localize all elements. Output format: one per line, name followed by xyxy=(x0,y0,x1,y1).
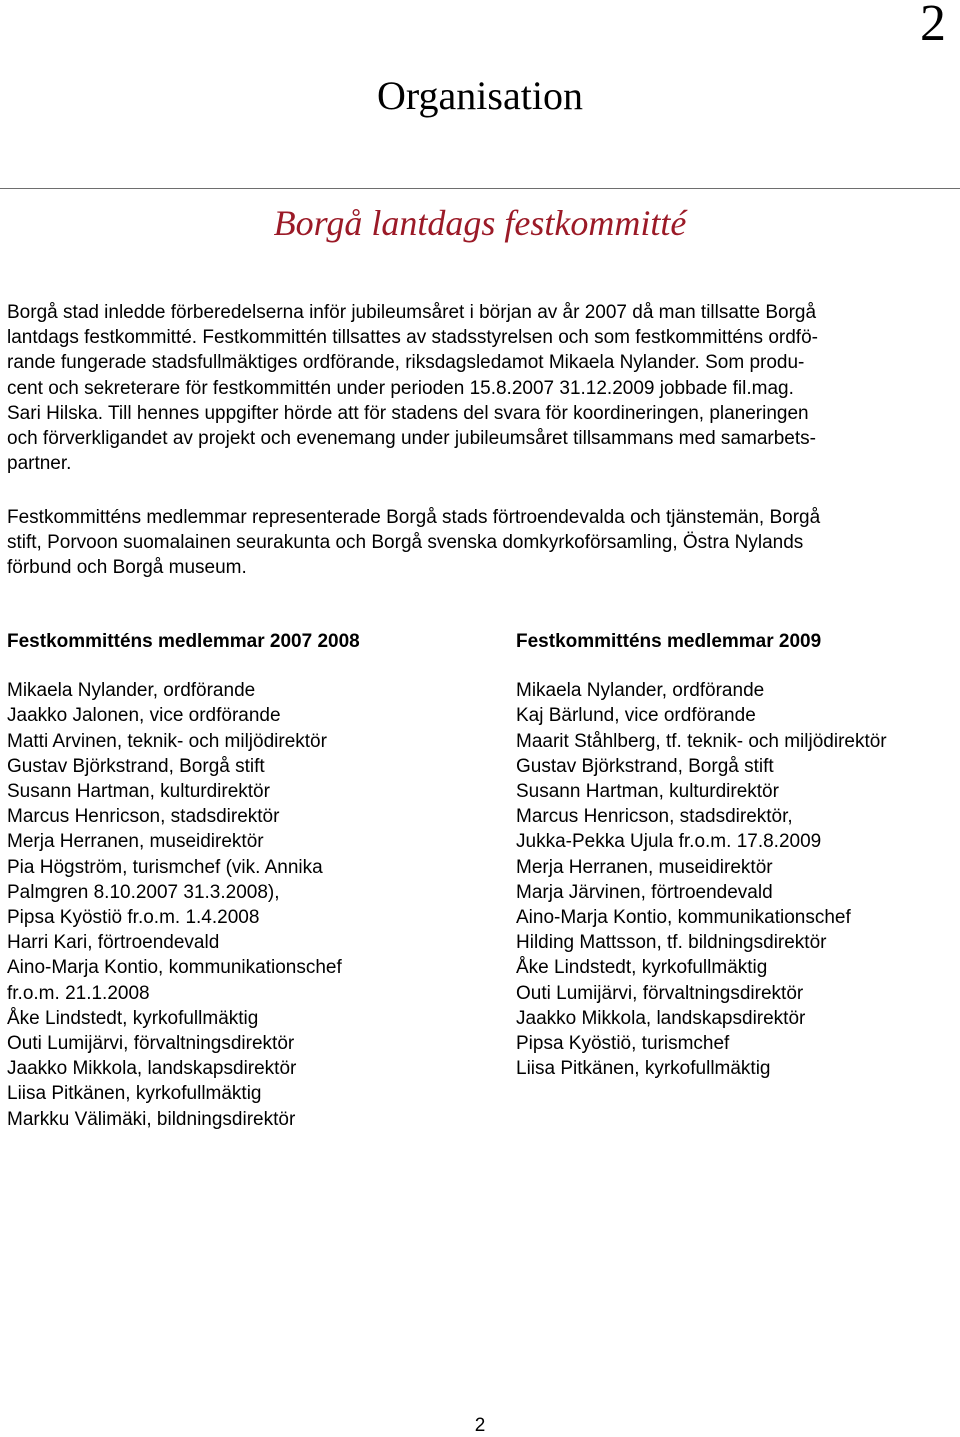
paragraph-line: och förverkligandet av projekt och evenemang under jubileumsåret tillsammans med samarbets- xyxy=(7,428,816,450)
member-list-item: Palmgren 8.10.2007 31.3.2008), xyxy=(7,881,280,903)
member-list-item: Jaakko Jalonen, vice ordförande xyxy=(7,705,281,727)
paragraph-line: lantdags festkommitté. Festkommittén tillsattes av stadsstyrelsen och som festkommitténs ordfö- xyxy=(7,327,818,349)
member-list-item: Jaakko Mikkola, landskapsdirektör xyxy=(7,1058,297,1080)
member-list-item: Åke Lindstedt, kyrkofullmäktig xyxy=(7,1007,259,1029)
member-list-item: Kaj Bärlund, vice ordförande xyxy=(516,705,756,727)
member-list-item: Merja Herranen, museidirektör xyxy=(7,831,264,853)
members-2007-2008-heading: Festkommitténs medlemmar 2007 2008 xyxy=(7,631,360,652)
member-list-item: Susann Hartman, kulturdirektör xyxy=(7,781,270,803)
member-list-item: Pia Högström, turismchef (vik. Annika xyxy=(7,856,323,878)
chapter-title: Organisation xyxy=(377,73,583,118)
page-number: 2 xyxy=(474,1415,486,1436)
member-list-item: Jukka-Pekka Ujula fr.o.m. 17.8.2009 xyxy=(516,831,822,853)
members-2009-heading: Festkommitténs medlemmar 2009 xyxy=(516,631,822,652)
intro-paragraph-2 xyxy=(7,505,947,581)
member-list-item: Aino-Marja Kontio, kommunikationschef xyxy=(516,907,851,929)
intro-paragraph-1 xyxy=(7,300,947,476)
member-list-item: Mikaela Nylander, ordförande xyxy=(7,680,256,702)
member-list-item: Gustav Björkstrand, Borgå stift xyxy=(516,755,774,777)
member-list-item: Pipsa Kyöstiö fr.o.m. 1.4.2008 xyxy=(7,907,260,929)
member-list-item: Matti Arvinen, teknik- och miljödirektör xyxy=(7,730,327,752)
member-list-item: Gustav Björkstrand, Borgå stift xyxy=(7,755,265,777)
member-list-item: fr.o.m. 21.1.2008 xyxy=(7,982,150,1004)
members-2007-2008-column xyxy=(7,629,487,1132)
paragraph-line: Sari Hilska. Till hennes uppgifter hörde att för stadens del svara för koordineringen, planeringen xyxy=(7,402,809,424)
member-list-item: Merja Herranen, museidirektör xyxy=(516,856,773,878)
member-list-item: Marcus Henricson, stadsdirektör xyxy=(7,806,280,828)
paragraph-line: partner. xyxy=(7,453,72,475)
member-list-item: Hilding Mattsson, tf. bildningsdirektör xyxy=(516,932,827,954)
member-list-item: Liisa Pitkänen, kyrkofullmäktig xyxy=(7,1083,262,1105)
paragraph-line: Festkommitténs medlemmar representerade Borgå stads förtroendevalda och tjänstemän, Borgå xyxy=(7,507,821,528)
paragraph-line: förbund och Borgå museum. xyxy=(7,557,247,579)
member-list-item: Åke Lindstedt, kyrkofullmäktig xyxy=(516,957,768,979)
member-list-item: Outi Lumijärvi, förvaltningsdirektör xyxy=(516,982,804,1004)
paragraph-line: cent och sekreterare för festkommittén under perioden 15.8.2007 31.12.2009 jobbade fil.mag. xyxy=(7,377,794,399)
member-list-item: Marcus Henricson, stadsdirektör, xyxy=(516,806,793,828)
member-list-item: Mikaela Nylander, ordförande xyxy=(516,680,765,702)
member-list-item: Harri Kari, förtroendevald xyxy=(7,932,220,954)
member-list-item: Outi Lumijärvi, förvaltningsdirektör xyxy=(7,1033,295,1055)
member-list-item: Pipsa Kyöstiö, turismchef xyxy=(516,1033,730,1055)
section-divider xyxy=(0,188,960,189)
members-2009-list xyxy=(516,678,956,1081)
member-list-item: Jaakko Mikkola, landskapsdirektör xyxy=(516,1007,806,1029)
chapter-number: 2 xyxy=(920,0,946,52)
member-list-item: Marja Järvinen, förtroendevald xyxy=(516,881,773,903)
member-list-item: Aino-Marja Kontio, kommunikationschef xyxy=(7,957,342,979)
member-list-item: Maarit Ståhlberg, tf. teknik- och miljödirektör xyxy=(516,730,887,752)
member-list-item: Markku Välimäki, bildningsdirektör xyxy=(7,1108,296,1130)
paragraph-line: Borgå stad inledde förberedelserna inför jubileumsåret i början av år 2007 då man tillsatte Borgå xyxy=(7,302,817,323)
section-title: Borgå lantdags festkommitté xyxy=(273,203,687,243)
member-list-item: Liisa Pitkänen, kyrkofullmäktig xyxy=(516,1058,771,1080)
members-2007-2008-list xyxy=(7,678,487,1132)
members-2009-column xyxy=(516,629,956,1081)
paragraph-line: stift, Porvoon suomalainen seurakunta och Borgå svenska domkyrkoförsamling, Östra Nylands xyxy=(7,532,804,554)
paragraph-line: rande fungerade stadsfullmäktiges ordförande, riksdagsledamot Mikaela Nylander. Som produ- xyxy=(7,352,805,374)
member-list-item: Susann Hartman, kulturdirektör xyxy=(516,781,779,803)
